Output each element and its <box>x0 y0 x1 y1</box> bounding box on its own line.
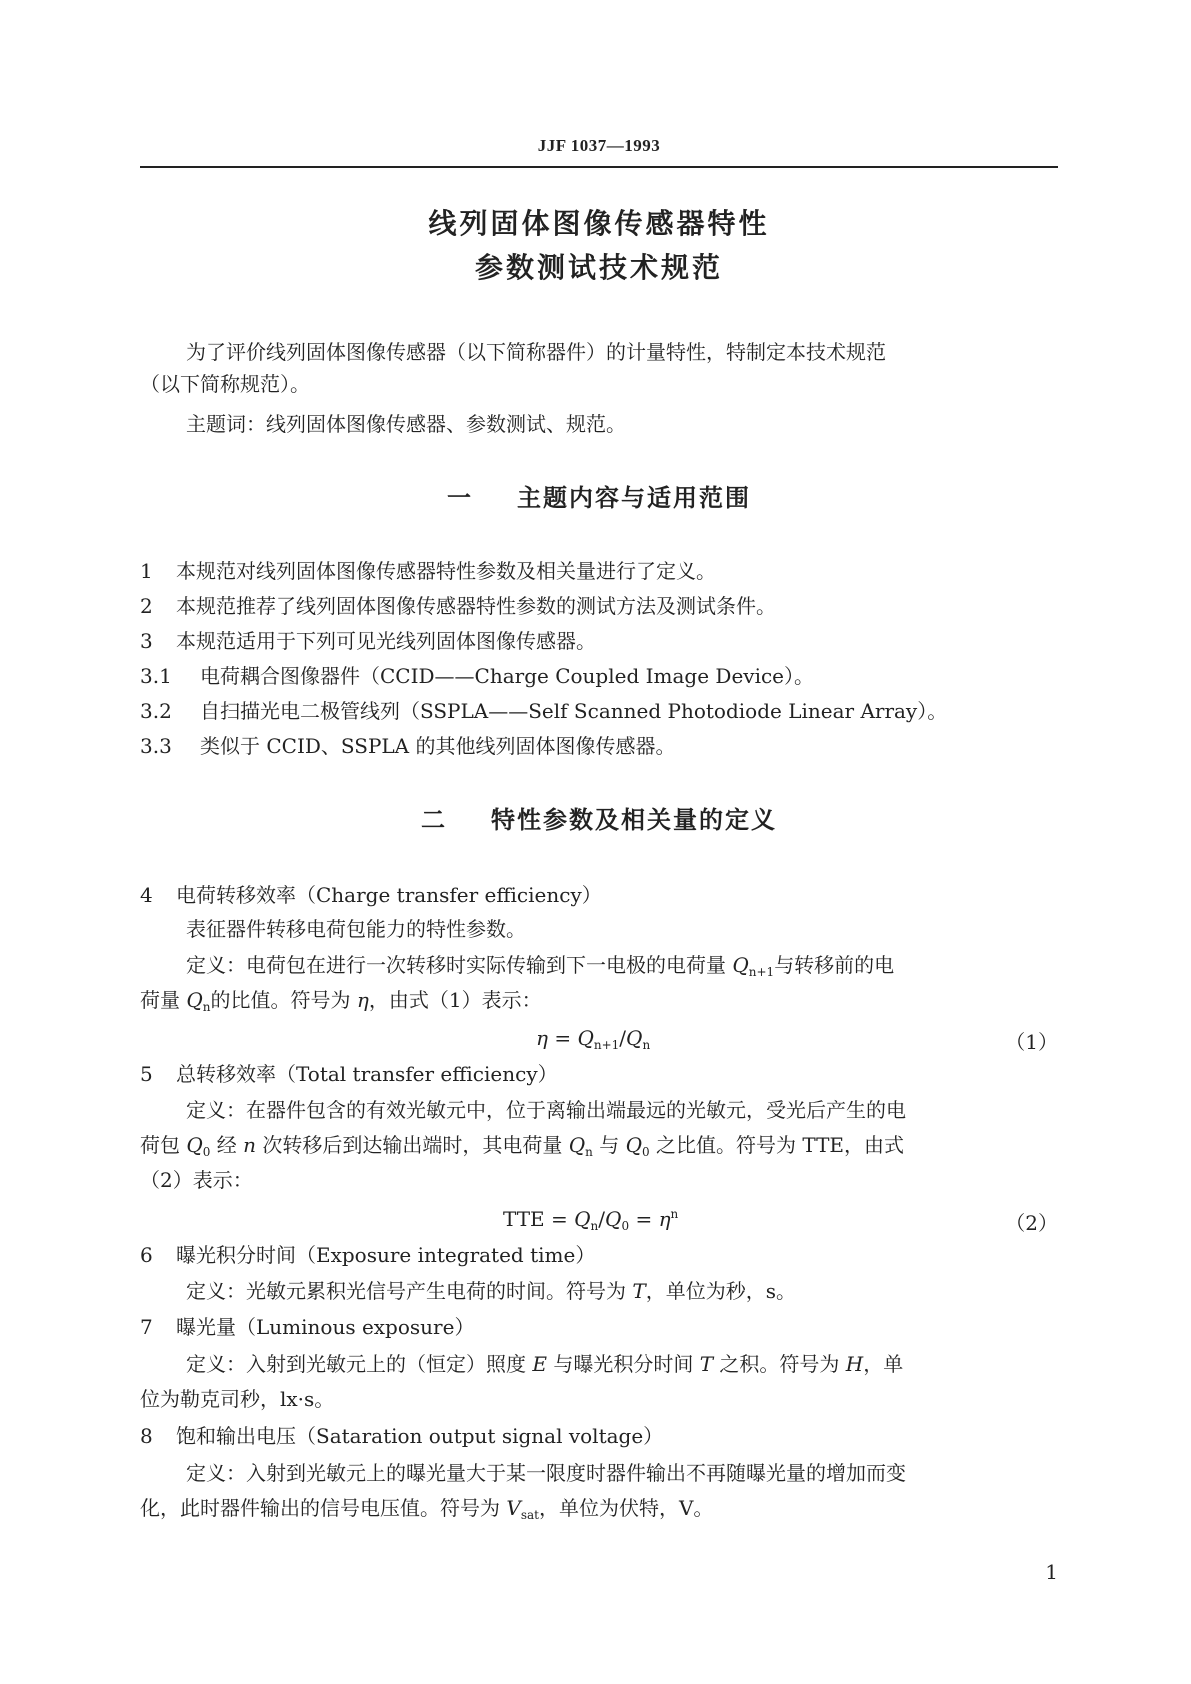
text-run: ，由式（1）表示： <box>368 988 542 1012</box>
document-title-line-2: 参数测试技术规范 <box>474 251 723 284</box>
section-2-number: 二 <box>421 806 447 834</box>
item-number: 8 <box>140 1424 153 1448</box>
text-run: 的比值。符号为 <box>210 988 357 1012</box>
item-7-definition-line-2: 位为勒克司秒，lx·s。 <box>140 1387 335 1411</box>
item-4-definition-line-2 <box>140 986 542 1014</box>
symbol-h: H <box>845 1352 864 1376</box>
section-1-heading <box>140 478 1058 513</box>
subscript: n+1 <box>593 1038 620 1052</box>
item-number: 3 <box>140 629 153 653</box>
text-run: ，单位为伏特，V。 <box>538 1496 714 1520</box>
item-text: 本规范适用于下列可见光线列固体图像传感器。 <box>176 629 596 653</box>
item-7-heading <box>140 1313 474 1341</box>
text-run: ，单位为秒，s。 <box>645 1279 796 1303</box>
subscript: sat <box>520 1508 539 1522</box>
symbol-q: Q <box>186 988 203 1012</box>
item-5-definition-line-2 <box>140 1131 904 1159</box>
item-4-description: 表征器件转移电荷包能力的特性参数。 <box>186 917 526 941</box>
equals-sign: = <box>554 1026 572 1050</box>
formula-2 <box>503 1207 678 1231</box>
symbol-e: E <box>532 1352 547 1376</box>
slash: / <box>619 1026 627 1050</box>
item-number: 3.1 <box>140 664 172 688</box>
item-8-heading <box>140 1422 663 1450</box>
item-8-definition-line-2 <box>140 1494 713 1522</box>
symbol-tte: TTE <box>503 1207 545 1231</box>
section-1-number: 一 <box>447 484 473 512</box>
subscript: n+1 <box>748 965 775 979</box>
subscript: 0 <box>642 1145 650 1159</box>
text-run: 定义：光敏元累积光信号产生电荷的时间。符号为 <box>186 1279 633 1303</box>
item-text: 本规范推荐了线列固体图像传感器特性参数的测试方法及测试条件。 <box>176 594 776 618</box>
subscript: n <box>585 1145 593 1159</box>
subscript: 0 <box>202 1145 211 1159</box>
item-number: 6 <box>140 1243 153 1267</box>
item-number: 3.3 <box>140 734 172 758</box>
subscript: n <box>202 1000 211 1014</box>
list-item <box>140 557 716 585</box>
text-run: 荷包 <box>140 1133 187 1157</box>
item-5-heading <box>140 1060 558 1088</box>
item-number: 5 <box>140 1062 153 1086</box>
text-run: 荷量 <box>140 988 187 1012</box>
symbol-q: Q <box>626 1026 643 1050</box>
symbol-q: Q <box>577 1026 594 1050</box>
keywords: 主题词：线列固体图像传感器、参数测试、规范。 <box>186 412 626 436</box>
item-title: 饱和输出电压（Sataration output signal voltage） <box>176 1424 664 1448</box>
text-run: 次转移后到达输出端时，其电荷量 <box>256 1133 569 1157</box>
subscript: n <box>590 1219 599 1233</box>
item-number: 1 <box>140 559 153 583</box>
text-run: 之比值。符号为 TTE，由式 <box>649 1133 905 1157</box>
subscript: n <box>642 1038 651 1052</box>
text-run: 定义：入射到光敏元上的（恒定）照度 <box>186 1352 533 1376</box>
symbol-t: T <box>632 1279 646 1303</box>
symbol-eta: η <box>658 1207 671 1231</box>
text-run: ，单 <box>863 1352 904 1376</box>
text-run: 化，此时器件输出的信号电压值。符号为 <box>140 1496 507 1520</box>
list-item <box>140 662 814 690</box>
document-code-header: JJF 1037—1993 <box>537 136 661 155</box>
list-item <box>140 627 596 655</box>
item-6-heading <box>140 1241 595 1269</box>
text-run: 定义：电荷包在进行一次转移时实际传输到下一电极的电荷量 <box>186 953 733 977</box>
document-title-line-1: 线列固体图像传感器特性 <box>428 207 770 240</box>
page-number: 1 <box>1045 1560 1058 1584</box>
symbol-eta: η <box>536 1026 548 1050</box>
item-title: 电荷转移效率（Charge transfer efficiency） <box>176 883 602 907</box>
item-7-definition-line-1 <box>186 1350 903 1378</box>
list-item <box>140 697 947 725</box>
symbol-q: Q <box>732 953 749 977</box>
item-4-definition-line-1 <box>186 951 894 979</box>
superscript: n <box>670 1207 679 1221</box>
formula-2-number: （2） <box>1005 1211 1058 1235</box>
equals-sign: = <box>551 1207 568 1231</box>
item-6-definition <box>186 1277 796 1305</box>
item-number: 7 <box>140 1315 153 1339</box>
item-5-definition-line-1: 定义：在器件包含的有效光敏元中，位于离输出端最远的光敏元，受光后产生的电 <box>186 1098 906 1122</box>
item-4-heading <box>140 881 602 909</box>
text-run: 与曝光积分时间 <box>546 1352 700 1376</box>
symbol-n: n <box>243 1133 257 1157</box>
list-item <box>140 592 776 620</box>
equals-sign: = <box>635 1207 653 1231</box>
header-rule <box>140 166 1058 168</box>
item-text: 电荷耦合图像器件（CCID——Charge Coupled Image Device）。 <box>200 664 815 688</box>
intro-paragraph-line-1: 为了评价线列固体图像传感器（以下简称器件）的计量特性，特制定本技术规范 <box>186 340 886 364</box>
text-run: 与 <box>592 1133 626 1157</box>
slash: / <box>598 1207 606 1231</box>
item-title: 曝光积分时间（Exposure integrated time） <box>176 1243 596 1267</box>
intro-paragraph-line-2: （以下简称规范）。 <box>140 372 310 396</box>
symbol-q: Q <box>574 1207 591 1231</box>
symbol-t: T <box>699 1352 714 1376</box>
item-text: 本规范对线列固体图像传感器特性参数及相关量进行了定义。 <box>176 559 716 583</box>
item-text: 自扫描光电二极管线列（SSPLA——Self Scanned Photodiode Linear Array）。 <box>200 699 948 723</box>
item-text: 类似于 CCID、SSPLA 的其他线列固体图像传感器。 <box>200 734 676 758</box>
item-8-definition-line-1: 定义：入射到光敏元上的曝光量大于某一限度时器件输出不再随曝光量的增加而变 <box>186 1461 906 1485</box>
item-number: 4 <box>140 883 153 907</box>
item-number: 3.2 <box>140 699 172 723</box>
formula-1-number: （1） <box>1005 1030 1058 1054</box>
text-run: 与转移前的电 <box>774 953 895 977</box>
item-number: 2 <box>140 594 153 618</box>
item-5-definition-line-3: （2）表示： <box>140 1168 253 1192</box>
symbol-q: Q <box>568 1133 586 1157</box>
item-title: 总转移效率（Total transfer efficiency） <box>176 1062 558 1086</box>
symbol-q: Q <box>186 1133 203 1157</box>
item-title: 曝光量（Luminous exposure） <box>176 1315 475 1339</box>
subscript: 0 <box>621 1219 630 1233</box>
symbol-q: Q <box>625 1133 642 1157</box>
section-1-title: 主题内容与适用范围 <box>517 484 751 512</box>
section-2-heading <box>140 800 1058 835</box>
section-2-title: 特性参数及相关量的定义 <box>491 806 777 834</box>
list-item <box>140 732 676 760</box>
formula-1 <box>536 1026 650 1050</box>
symbol-eta: η <box>356 988 369 1012</box>
text-run: 经 <box>210 1133 244 1157</box>
symbol-v: V <box>506 1496 521 1520</box>
symbol-q: Q <box>605 1207 622 1231</box>
text-run: 之积。符号为 <box>713 1352 846 1376</box>
